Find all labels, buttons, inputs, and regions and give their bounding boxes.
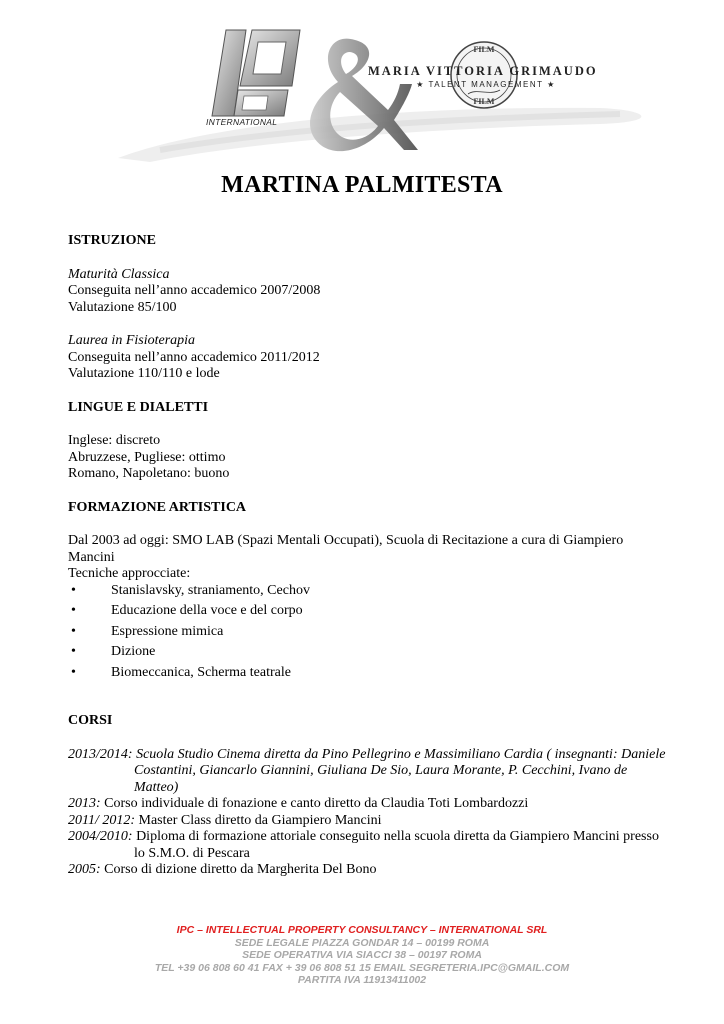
language-item: Inglese: discreto bbox=[68, 433, 161, 448]
course-text: Diploma di formazione attoriale conseguito nella scuola diretta da Giampiero Mancini presso lo S.M.O. di Pescara bbox=[134, 829, 659, 861]
seal-top-text: FILM bbox=[473, 45, 495, 54]
footer-line: TEL +39 06 808 60 41 FAX + 39 06 808 51 15 EMAIL SEGRETERIA.IPC@GMAIL.COM bbox=[154, 961, 570, 974]
training-intro: Mancini bbox=[68, 549, 115, 565]
seal-bottom-text: FILM bbox=[473, 97, 495, 106]
list-item: • Dizione bbox=[68, 644, 668, 665]
course-year: 2013: bbox=[68, 796, 101, 811]
list-item: • Espressione mimica bbox=[68, 624, 668, 645]
course-item bbox=[68, 862, 668, 879]
list-item: • Stanislavsky, straniamento, Cechov bbox=[68, 583, 668, 604]
cv-content bbox=[68, 233, 668, 879]
section-heading-istruzione: ISTRUZIONE bbox=[68, 233, 156, 248]
techniques-label: Tecniche approcciate: bbox=[68, 566, 191, 581]
footer bbox=[0, 924, 724, 987]
course-year: 2013/2014: bbox=[68, 746, 133, 762]
section-heading-corsi: CORSI bbox=[68, 713, 113, 728]
section-heading-formazione: FORMAZIONE ARTISTICA bbox=[68, 499, 247, 515]
footer-line: PARTITA IVA 11913411002 bbox=[297, 974, 427, 987]
list-item: • Educazione della voce e del corpo bbox=[68, 603, 668, 624]
ipc-logo bbox=[212, 30, 300, 116]
course-text: Scuola Studio Cinema diretta da Pino Pellegrino e Massimiliano Cardia ( insegnanti: Daniele Costantini, Giancarlo Giannini, Giuliana De Sio, Laura Morante, P. Cecchini, Ivano de Matteo) bbox=[134, 746, 666, 795]
education-line: Valutazione 85/100 bbox=[68, 299, 177, 315]
letterhead bbox=[0, 0, 724, 170]
footer-line: SEDE OPERATIVA VIA SIACCI 38 – 00197 ROMA bbox=[242, 949, 482, 962]
education-title: Maturità Classica bbox=[68, 266, 170, 282]
course-text: Master Class diretto da Giampiero Mancini bbox=[138, 812, 382, 828]
page-title: MARTINA PALMITESTA bbox=[221, 172, 503, 198]
education-line: Valutazione 110/110 e lode bbox=[68, 366, 220, 381]
brand-subtitle: ★ TALENT MANAGEMENT ★ bbox=[416, 80, 556, 89]
education-title: Laurea in Fisioterapia bbox=[68, 333, 196, 348]
course-year: 2005: bbox=[68, 862, 101, 877]
footer-company: IPC – INTELLECTUAL PROPERTY CONSULTANCY – INTERNATIONAL SRL bbox=[176, 924, 548, 936]
course-year: 2004/2010: bbox=[68, 829, 133, 844]
education-line: Conseguita nell’anno accademico 2007/2008 bbox=[68, 283, 321, 298]
techniques-list bbox=[68, 583, 668, 686]
course-item bbox=[68, 829, 668, 862]
course-text: Corso individuale di fonazione e canto diretto da Claudia Toti Lombardozzi bbox=[104, 796, 529, 811]
logo-international-label: INTERNATIONAL bbox=[206, 117, 278, 127]
training-intro: Dal 2003 ad oggi: SMO LAB (Spazi Mentali Occupati), Scuola di Recitazione a cura di Giampiero bbox=[68, 533, 624, 548]
footer-line: SEDE LEGALE PIAZZA GONDAR 14 – 00199 ROMA bbox=[234, 936, 490, 949]
brand-name: MARIA VITTORIA GRIMAUDO bbox=[368, 64, 598, 78]
education-line: Conseguita nell’anno accademico 2011/2012 bbox=[68, 349, 320, 365]
language-item: Romano, Napoletano: buono bbox=[68, 466, 230, 481]
letterhead-graphics bbox=[0, 0, 724, 170]
course-item bbox=[68, 796, 668, 813]
course-item bbox=[68, 747, 668, 797]
course-text: Corso di dizione diretto da Margherita Del Bono bbox=[104, 862, 377, 877]
language-item: Abruzzese, Pugliese: ottimo bbox=[68, 449, 226, 465]
section-heading-lingue: LINGUE E DIALETTI bbox=[68, 399, 209, 415]
list-item: • Biomeccanica, Scherma teatrale bbox=[68, 665, 668, 686]
course-item bbox=[68, 813, 668, 830]
course-year: 2011/ 2012: bbox=[68, 812, 136, 828]
